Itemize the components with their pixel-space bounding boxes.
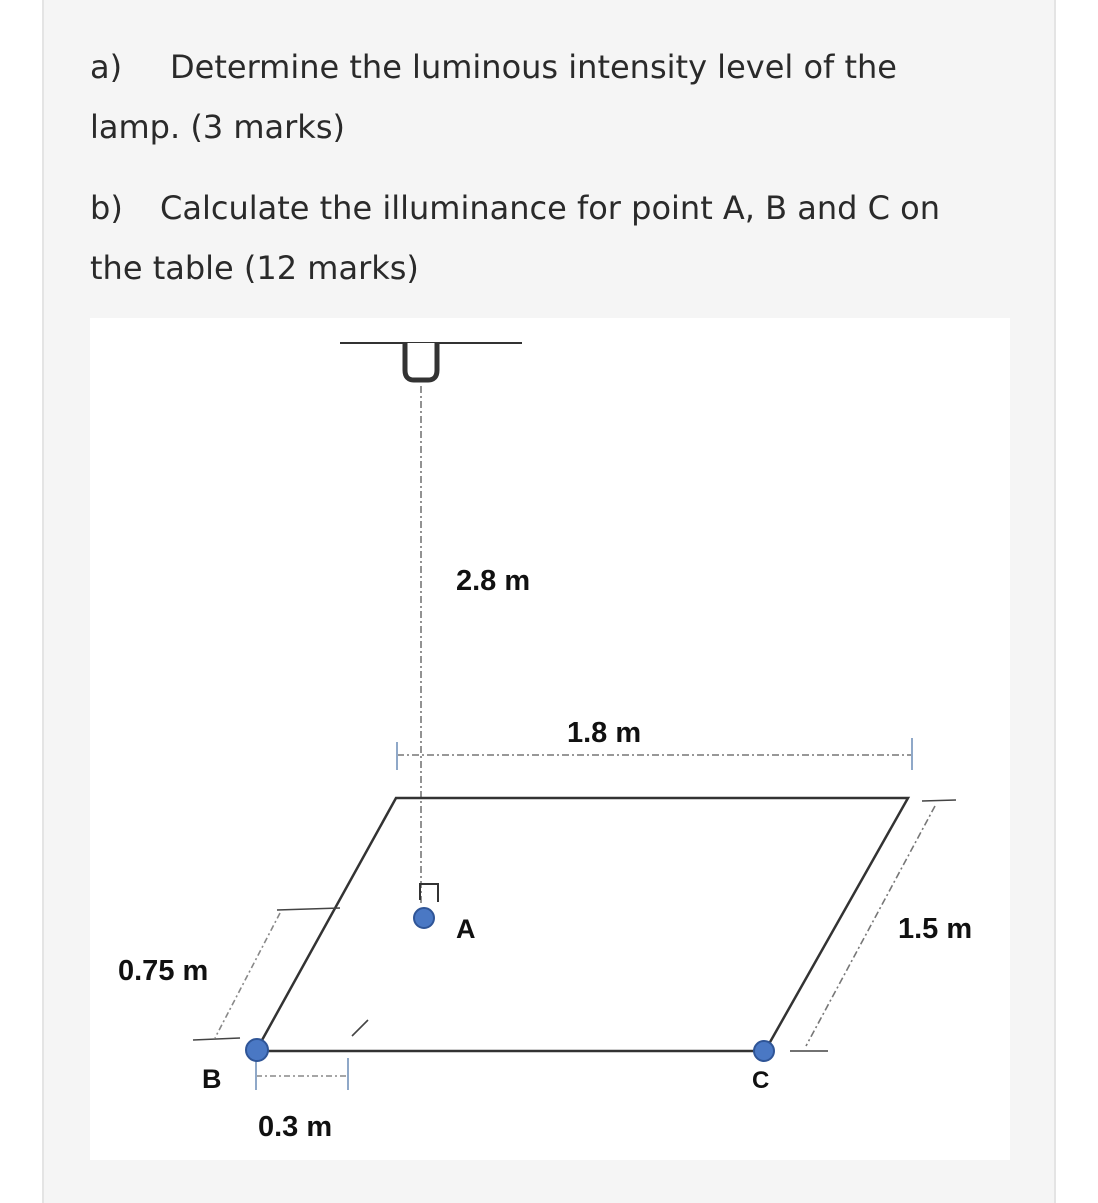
point-c-marker	[754, 1041, 774, 1061]
question-b-letter: b)	[90, 189, 123, 227]
question-b	[90, 178, 990, 298]
question-a-line1: Determine the luminous intensity level of the	[170, 48, 897, 86]
point-a-marker	[414, 908, 434, 928]
point-c-label: C	[752, 1067, 770, 1094]
side-label: 0.3 m	[258, 1111, 333, 1143]
point-b-marker	[246, 1039, 268, 1061]
question-b-line1: Calculate the illuminance for point A, B and C on	[160, 189, 941, 227]
question-a-line2: lamp. (3 marks)	[90, 108, 345, 146]
depth-label: 1.5 m	[898, 913, 973, 945]
table-outline	[256, 798, 908, 1051]
offset-dim-line	[215, 913, 280, 1038]
question-b-line2: the table (12 marks)	[90, 249, 419, 287]
offset-dim-tick-bottom	[193, 1038, 240, 1040]
lamp-icon	[405, 343, 437, 380]
side-dim-slash	[352, 1020, 368, 1036]
point-b-label: B	[202, 1064, 222, 1094]
width-label: 1.8 m	[567, 717, 642, 749]
offset-label: 0.75 m	[118, 955, 209, 987]
diagram-svg	[90, 318, 1010, 1160]
lighting-diagram	[90, 318, 1010, 1160]
right-angle-mark	[420, 884, 438, 902]
question-a	[90, 37, 990, 157]
point-a-label: A	[456, 914, 476, 944]
depth-dim-tick-top	[922, 800, 956, 801]
height-label: 2.8 m	[456, 565, 531, 597]
offset-dim-tick-top	[277, 908, 340, 910]
question-a-letter: a)	[90, 48, 123, 86]
